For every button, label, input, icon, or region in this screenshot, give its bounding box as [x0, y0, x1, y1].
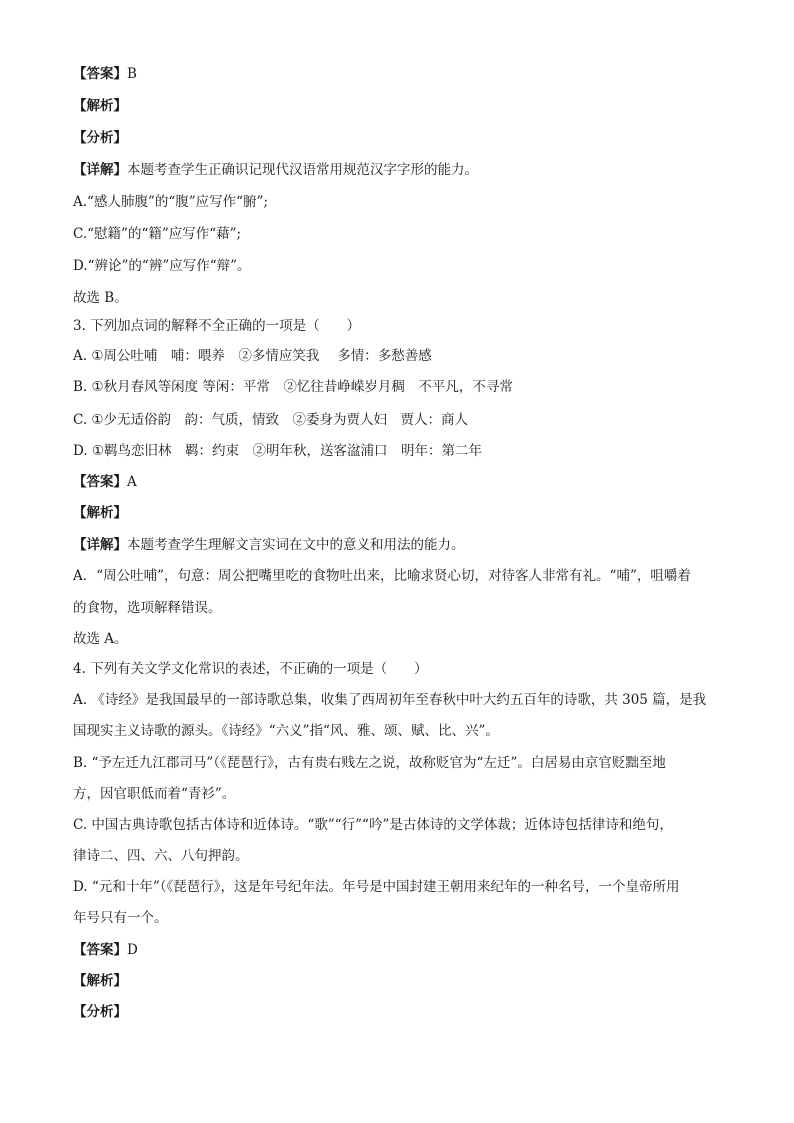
question-stem: 3. 下列加点词的解释不全正确的一项是（ ） — [73, 318, 361, 334]
answer-line: 【答案】B — [73, 66, 137, 82]
option-line: C. 中国古典诗歌包括古体诗和近体诗。“歌”“行”“吟”是古体诗的文学体裁；近体诗包括律诗和绝句， — [73, 817, 673, 833]
text-line: 故选 B。 — [73, 290, 128, 306]
option-line: D. “元和十年”（《琵琶行》，这是年号纪年法。年号是中国封建王朝用来纪年的一种名号，一个皇帝所用 — [73, 879, 680, 895]
option-line: D. ①羁鸟恋旧林 羁：约束 ②明年秋，送客湓浦口 明年：第二年 — [73, 443, 483, 459]
detail-line: 【详解】本题考查学生正确识记现代汉语常用规范汉字字形的能力。 — [73, 162, 478, 178]
analysis-heading: 【解析】 — [73, 973, 127, 989]
fenxi-heading: 【分析】 — [73, 1004, 127, 1020]
fenxi-heading: 【分析】 — [73, 130, 127, 146]
analysis-heading: 【解析】 — [73, 98, 127, 114]
option-line: A. 《诗经》是我国最早的一部诗歌总集，收集了西周初年至春秋中叶大约五百年的诗歌，共 305 篇，是我 — [73, 692, 707, 708]
answer-line: 【答案】D — [73, 942, 138, 958]
text-line: D.“辨论”的“辨”应写作“辩”。 — [73, 258, 251, 274]
option-line: C. ①少无适俗韵 韵：气质，情致 ②委身为贾人妇 贾人：商人 — [73, 412, 469, 428]
option-line: 方，因官职低而着“青衫”。 — [73, 786, 236, 802]
option-line: A. ①周公吐哺 哺：喂养 ②多情应笑我 多情：多愁善感 — [73, 348, 432, 364]
detail-line: 【详解】本题考查学生理解文言实词在文中的意义和用法的能力。 — [73, 537, 465, 553]
text-line: C.“慰籍”的“籍”应写作“藉”; — [73, 226, 242, 242]
text-line: A．“周公吐哺”，句意：周公把嘴里吃的食物吐出来，比喻求贤心切，对待客人非常有礼。“哺”，咀嚼着 — [73, 568, 691, 584]
analysis-heading: 【解析】 — [73, 505, 127, 521]
option-line: 年号只有一个。 — [73, 910, 168, 926]
answer-line: 【答案】A — [73, 474, 137, 490]
text-line: 故选 A。 — [73, 631, 128, 647]
option-line: B. “予左迁九江郡司马”（《琵琶行》，古有贵右贱左之说，故称贬官为“左迁”。白居易由京官贬黜至地 — [73, 755, 666, 771]
option-line: 律诗二、四、六、八句押韵。 — [73, 848, 249, 864]
option-line: B. ①秋月春风等闲度 等闲：平常 ②忆往昔峥嵘岁月稠 不平凡，不寻常 — [73, 379, 513, 395]
option-line: 国现实主义诗歌的源头。《诗经》“六义”指“风、雅、颂、赋、比、兴”。 — [73, 723, 499, 739]
text-line: A.“感人肺腹”的“腹”应写作“腑”; — [73, 194, 268, 210]
question-stem: 4. 下列有关文学文化常识的表述，不正确的一项是（ ） — [73, 661, 428, 677]
text-line: 的食物，选项解释错误。 — [73, 600, 222, 616]
